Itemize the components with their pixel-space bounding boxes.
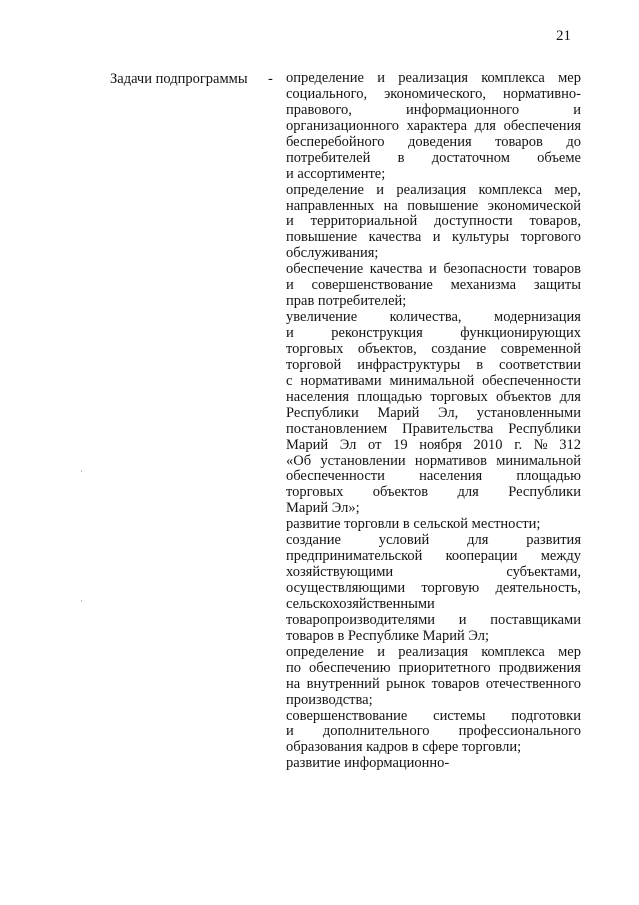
section-dash: - bbox=[268, 71, 273, 87]
text-line: определение и реализация комплекса мер bbox=[286, 643, 581, 660]
text-line: и совершенствование механизма защиты bbox=[286, 277, 581, 294]
text-line: бесперебойного доведения товаров до bbox=[286, 133, 581, 150]
text-line: направленных на повышение экономической bbox=[286, 197, 581, 214]
paragraph bbox=[286, 183, 581, 263]
text-line: и реконструкция функционирующих bbox=[286, 325, 581, 341]
paragraph bbox=[286, 613, 581, 645]
text-line: торговых объектов, создание современной bbox=[286, 340, 581, 357]
text-line: осуществляющими торговую деятельность, bbox=[286, 580, 581, 596]
section-label: Задачи подпрограммы bbox=[110, 71, 248, 87]
text-line: образования кадров в сфере торговли; bbox=[286, 739, 522, 756]
text-line: торговой инфраструктуры в соответствии bbox=[286, 356, 581, 373]
margin-mark bbox=[81, 470, 82, 472]
text-line: Республики Марий Эл, установленными bbox=[286, 404, 581, 421]
paragraph bbox=[286, 533, 581, 613]
paragraph bbox=[286, 709, 581, 757]
text-line: и территориальной доступности товаров, bbox=[286, 213, 581, 230]
text-line: с нормативами минимальной обеспеченности bbox=[286, 372, 581, 389]
text-line: определение и реализация комплекса мер, bbox=[286, 181, 581, 198]
text-line: на внутренний рынок товаров отечественного bbox=[286, 675, 581, 692]
text-line: развитие торговли в сельской местности; bbox=[286, 516, 541, 533]
paragraph bbox=[286, 756, 581, 772]
text-line: повышение качества и культуры торгового bbox=[286, 229, 581, 246]
text-line: по обеспечению приоритетного продвижения bbox=[286, 659, 581, 676]
text-line: определение и реализация комплекса мер bbox=[286, 70, 581, 86]
text-line: сельскохозяйственными bbox=[286, 595, 435, 612]
text-line: и ассортименте; bbox=[286, 165, 386, 182]
paragraph bbox=[286, 310, 581, 517]
text-line: производства; bbox=[286, 691, 373, 708]
text-line: потребителей в достаточном объеме bbox=[286, 149, 581, 166]
section-content bbox=[286, 71, 581, 772]
paragraph bbox=[286, 517, 581, 533]
text-line: обеспеченности населения площадью bbox=[286, 468, 581, 485]
text-line: правового, информационного и bbox=[286, 101, 581, 118]
text-line: населения площадью торговых объектов для bbox=[286, 388, 581, 405]
page-number: 21 bbox=[556, 28, 571, 44]
margin-mark bbox=[81, 600, 82, 602]
text-line: товаров в Республике Марий Эл; bbox=[286, 627, 489, 644]
text-line: хозяйствующими субъектами, bbox=[286, 564, 581, 581]
text-line: социального, экономического, нормативно- bbox=[286, 85, 581, 102]
text-line: торговых объектов для Республики bbox=[286, 484, 581, 501]
text-line: увеличение количества, модернизация bbox=[286, 309, 581, 326]
text-line: товаропроизводителями и поставщиками bbox=[286, 611, 581, 628]
text-line: Марий Эл от 19 ноября 2010 г. № 312 bbox=[286, 436, 581, 453]
paragraph bbox=[286, 262, 581, 310]
text-line: и дополнительного профессионального bbox=[286, 723, 581, 740]
text-line: предпринимательской кооперации между bbox=[286, 548, 581, 565]
text-line: организационного характера для обеспечения bbox=[286, 117, 581, 134]
text-line: постановлением Правительства Республики bbox=[286, 420, 581, 437]
text-line: прав потребителей; bbox=[286, 293, 407, 310]
text-line: «Об установлении нормативов минимальной bbox=[286, 452, 581, 469]
text-line: обеспечение качества и безопасности товаров bbox=[286, 261, 581, 278]
text-line: совершенствование системы подготовки bbox=[286, 707, 581, 724]
text-line: создание условий для развития bbox=[286, 532, 581, 549]
text-line: обслуживания; bbox=[286, 245, 379, 262]
paragraph bbox=[286, 645, 581, 709]
text-line: развитие информационно- bbox=[286, 755, 450, 772]
paragraph bbox=[286, 71, 581, 183]
text-line: Марий Эл»; bbox=[286, 500, 360, 517]
